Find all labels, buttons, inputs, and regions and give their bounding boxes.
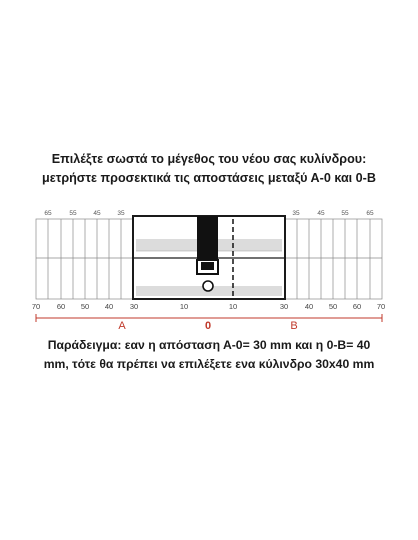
instruction-line-2: μετρήστε προσεκτικά τις αποστάσεις μεταξύ Α-0 και 0-Β (42, 171, 376, 185)
top-tick-left: 35 (117, 210, 125, 217)
example-line-2: mm, τότε θα πρέπει να επιλέξετε ενα κύλινδρο 30x40 mm (43, 357, 375, 371)
marker-b: B (290, 320, 298, 332)
example-line-1: Παράδειγμα: εαν η απόσταση Α-0= 30 mm και η 0-Β= 40 (47, 338, 371, 352)
cylinder-body (133, 216, 285, 299)
top-tick-left: 65 (44, 210, 52, 217)
top-tick-right: 45 (317, 210, 325, 217)
bottom-tick-left: 10 (179, 302, 189, 311)
left-measurement-grid (36, 219, 133, 299)
top-tick-left: 55 (69, 210, 77, 217)
right-measurement-grid (285, 219, 382, 299)
bottom-tick-right: 30 (279, 302, 289, 311)
top-tick-left: 45 (93, 210, 101, 217)
marker-a: A (118, 320, 126, 332)
bottom-tick-left: 60 (56, 302, 66, 311)
bottom-tick-right: 60 (352, 302, 362, 311)
example-text (0, 336, 418, 374)
top-tick-right: 55 (341, 210, 349, 217)
bottom-tick-left: 40 (104, 302, 114, 311)
instruction-line-1: Επιλέξτε σωστά το μέγεθος του νέου σας κυλίνδρου: (51, 152, 367, 166)
bottom-tick-right: 50 (328, 302, 338, 311)
marker-zero: 0 (204, 320, 212, 332)
top-tick-right: 65 (366, 210, 374, 217)
bottom-tick-right: 40 (304, 302, 314, 311)
bottom-tick-left: 50 (80, 302, 90, 311)
bottom-tick-left: 30 (129, 302, 139, 311)
bottom-tick-right: 70 (376, 302, 386, 311)
top-tick-right: 35 (292, 210, 300, 217)
bottom-tick-left: 70 (31, 302, 41, 311)
bottom-tick-right: 10 (228, 302, 238, 311)
